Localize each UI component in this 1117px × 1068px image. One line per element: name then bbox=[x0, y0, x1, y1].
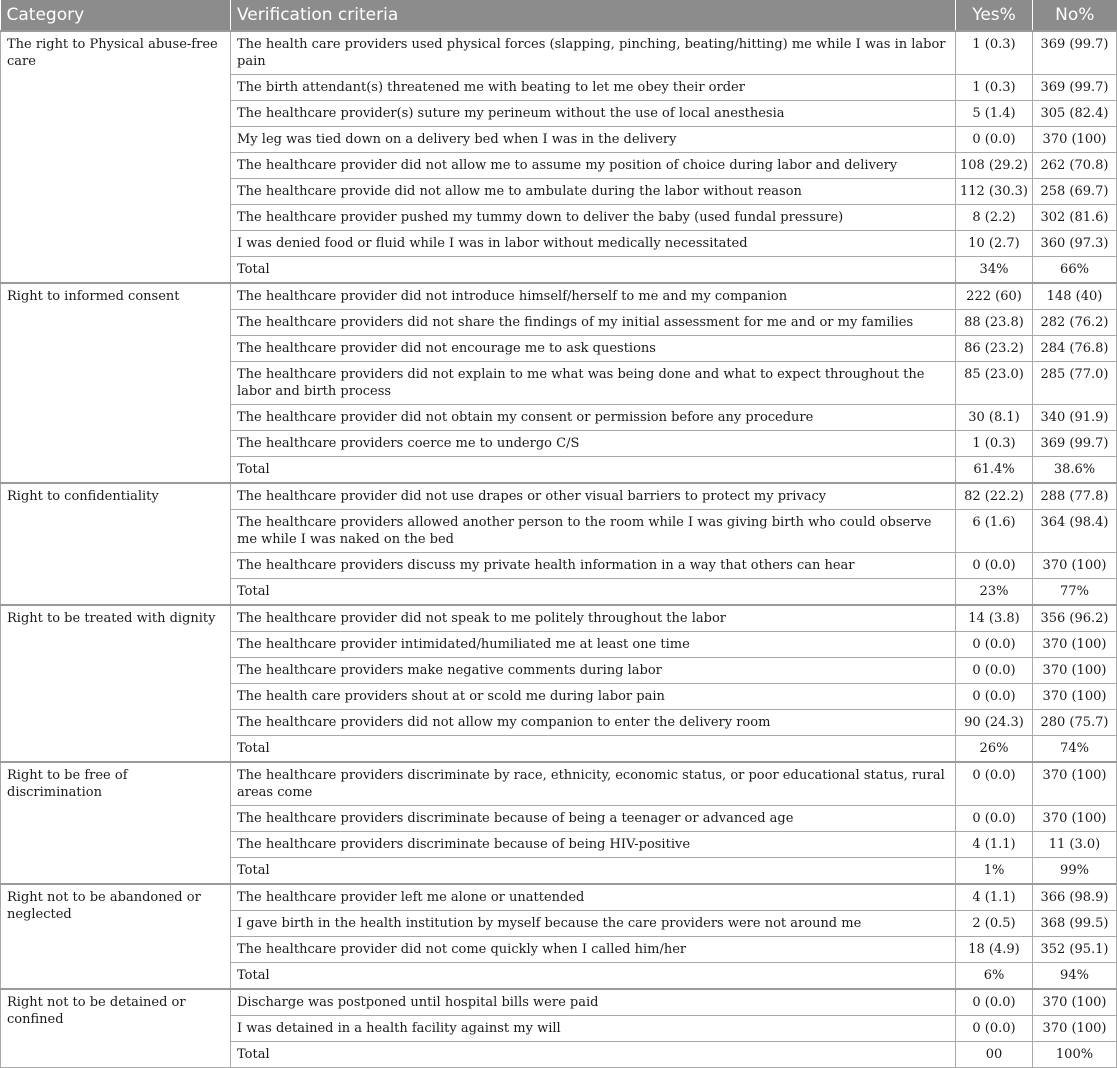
yes-cell: 8 (2.2) bbox=[956, 205, 1033, 231]
criteria-cell: The healthcare providers did not allow my companion to enter the delivery room bbox=[231, 710, 956, 736]
criteria-cell: The healthcare providers make negative comments during labor bbox=[231, 658, 956, 684]
no-cell: 370 (100) bbox=[1033, 127, 1117, 153]
yes-cell: 0 (0.0) bbox=[956, 553, 1033, 579]
table-row bbox=[1, 31, 1117, 75]
criteria-cell: The healthcare provider did not speak to me politely throughout the labor bbox=[231, 605, 956, 632]
no-cell: 77% bbox=[1033, 579, 1117, 606]
criteria-cell: Total bbox=[231, 1042, 956, 1068]
yes-cell: 1 (0.3) bbox=[956, 75, 1033, 101]
no-cell: 148 (40) bbox=[1033, 283, 1117, 310]
category-cell: Right to confidentiality bbox=[1, 483, 231, 605]
yes-cell: 00 bbox=[956, 1042, 1033, 1068]
no-cell: 364 (98.4) bbox=[1033, 510, 1117, 553]
no-cell: 38.6% bbox=[1033, 457, 1117, 484]
no-cell: 74% bbox=[1033, 736, 1117, 763]
criteria-cell: The healthcare providers allowed another person to the room while I was giving birth who could observe me while I was naked on the bed bbox=[231, 510, 956, 553]
no-cell: 370 (100) bbox=[1033, 658, 1117, 684]
no-cell: 262 (70.8) bbox=[1033, 153, 1117, 179]
yes-cell: 23% bbox=[956, 579, 1033, 606]
no-cell: 11 (3.0) bbox=[1033, 832, 1117, 858]
yes-cell: 0 (0.0) bbox=[956, 989, 1033, 1016]
yes-cell: 90 (24.3) bbox=[956, 710, 1033, 736]
table-row bbox=[1, 989, 1117, 1016]
table-row bbox=[1, 283, 1117, 310]
yes-cell: 14 (3.8) bbox=[956, 605, 1033, 632]
yes-cell: 0 (0.0) bbox=[956, 762, 1033, 806]
yes-cell: 0 (0.0) bbox=[956, 632, 1033, 658]
criteria-cell: The healthcare providers discriminate because of being HIV-positive bbox=[231, 832, 956, 858]
no-cell: 284 (76.8) bbox=[1033, 336, 1117, 362]
yes-cell: 0 (0.0) bbox=[956, 806, 1033, 832]
no-cell: 369 (99.7) bbox=[1033, 75, 1117, 101]
yes-cell: 108 (29.2) bbox=[956, 153, 1033, 179]
criteria-cell: The health care providers shout at or scold me during labor pain bbox=[231, 684, 956, 710]
category-group bbox=[1, 283, 1117, 483]
no-cell: 285 (77.0) bbox=[1033, 362, 1117, 405]
no-cell: 66% bbox=[1033, 257, 1117, 284]
no-cell: 370 (100) bbox=[1033, 762, 1117, 806]
no-cell: 340 (91.9) bbox=[1033, 405, 1117, 431]
yes-cell: 26% bbox=[956, 736, 1033, 763]
no-cell: 370 (100) bbox=[1033, 1016, 1117, 1042]
yes-cell: 0 (0.0) bbox=[956, 1016, 1033, 1042]
yes-cell: 82 (22.2) bbox=[956, 483, 1033, 510]
yes-cell: 86 (23.2) bbox=[956, 336, 1033, 362]
no-cell: 99% bbox=[1033, 858, 1117, 885]
category-cell: Right to be treated with dignity bbox=[1, 605, 231, 762]
criteria-cell: The healthcare provider(s) suture my perineum without the use of local anesthesia bbox=[231, 101, 956, 127]
no-cell: 370 (100) bbox=[1033, 632, 1117, 658]
yes-cell: 2 (0.5) bbox=[956, 911, 1033, 937]
no-cell: 94% bbox=[1033, 963, 1117, 990]
yes-cell: 5 (1.4) bbox=[956, 101, 1033, 127]
criteria-cell: The healthcare providers discriminate because of being a teenager or advanced age bbox=[231, 806, 956, 832]
criteria-cell: Total bbox=[231, 579, 956, 606]
category-group bbox=[1, 989, 1117, 1068]
criteria-cell: I was denied food or fluid while I was in labor without medically necessitated bbox=[231, 231, 956, 257]
table-row bbox=[1, 605, 1117, 632]
no-cell: 356 (96.2) bbox=[1033, 605, 1117, 632]
criteria-cell: The healthcare providers coerce me to undergo C/S bbox=[231, 431, 956, 457]
no-cell: 360 (97.3) bbox=[1033, 231, 1117, 257]
no-cell: 302 (81.6) bbox=[1033, 205, 1117, 231]
category-group bbox=[1, 605, 1117, 762]
criteria-cell: The healthcare provider did not use drapes or other visual barriers to protect my privacy bbox=[231, 483, 956, 510]
yes-cell: 1% bbox=[956, 858, 1033, 885]
criteria-cell: The birth attendant(s) threatened me with beating to let me obey their order bbox=[231, 75, 956, 101]
no-cell: 370 (100) bbox=[1033, 553, 1117, 579]
no-cell: 370 (100) bbox=[1033, 989, 1117, 1016]
category-cell: Right to informed consent bbox=[1, 283, 231, 483]
yes-cell: 0 (0.0) bbox=[956, 684, 1033, 710]
yes-cell: 6 (1.6) bbox=[956, 510, 1033, 553]
criteria-cell: Total bbox=[231, 963, 956, 990]
criteria-cell: My leg was tied down on a delivery bed when I was in the delivery bbox=[231, 127, 956, 153]
criteria-cell: I gave birth in the health institution by myself because the care providers were not around me bbox=[231, 911, 956, 937]
criteria-cell: The healthcare provider did not obtain my consent or permission before any procedure bbox=[231, 405, 956, 431]
category-cell: Right not to be abandoned or neglected bbox=[1, 884, 231, 989]
no-cell: 369 (99.7) bbox=[1033, 431, 1117, 457]
criteria-cell: The healthcare provider did not allow me to assume my position of choice during labor and delivery bbox=[231, 153, 956, 179]
yes-cell: 88 (23.8) bbox=[956, 310, 1033, 336]
table-row bbox=[1, 884, 1117, 911]
yes-cell: 112 (30.3) bbox=[956, 179, 1033, 205]
table-row bbox=[1, 762, 1117, 806]
yes-cell: 34% bbox=[956, 257, 1033, 284]
category-group bbox=[1, 31, 1117, 283]
yes-cell: 4 (1.1) bbox=[956, 884, 1033, 911]
criteria-cell: The healthcare provider did not encourage me to ask questions bbox=[231, 336, 956, 362]
yes-cell: 222 (60) bbox=[956, 283, 1033, 310]
criteria-cell: The healthcare provider did not come quickly when I called him/her bbox=[231, 937, 956, 963]
yes-cell: 85 (23.0) bbox=[956, 362, 1033, 405]
header-no: No% bbox=[1033, 0, 1117, 31]
category-cell: The right to Physical abuse-free care bbox=[1, 31, 231, 283]
criteria-cell: Discharge was postponed until hospital bills were paid bbox=[231, 989, 956, 1016]
yes-cell: 0 (0.0) bbox=[956, 658, 1033, 684]
no-cell: 282 (76.2) bbox=[1033, 310, 1117, 336]
criteria-cell: The healthcare providers discuss my private health information in a way that others can hear bbox=[231, 553, 956, 579]
header-criteria: Verification criteria bbox=[231, 0, 956, 31]
category-group bbox=[1, 483, 1117, 605]
no-cell: 370 (100) bbox=[1033, 684, 1117, 710]
criteria-cell: The healthcare provider did not introduce himself/herself to me and my companion bbox=[231, 283, 956, 310]
no-cell: 366 (98.9) bbox=[1033, 884, 1117, 911]
no-cell: 258 (69.7) bbox=[1033, 179, 1117, 205]
no-cell: 370 (100) bbox=[1033, 806, 1117, 832]
criteria-cell: The healthcare provider pushed my tummy down to deliver the baby (used fundal pressure) bbox=[231, 205, 956, 231]
criteria-cell: The health care providers used physical forces (slapping, pinching, beating/hitting) me while I was in labor pain bbox=[231, 31, 956, 75]
no-cell: 280 (75.7) bbox=[1033, 710, 1117, 736]
criteria-cell: Total bbox=[231, 257, 956, 284]
yes-cell: 4 (1.1) bbox=[956, 832, 1033, 858]
criteria-cell: Total bbox=[231, 457, 956, 484]
criteria-cell: The healthcare providers did not share the findings of my initial assessment for me and or my families bbox=[231, 310, 956, 336]
criteria-cell: The healthcare provider left me alone or unattended bbox=[231, 884, 956, 911]
no-cell: 369 (99.7) bbox=[1033, 31, 1117, 75]
yes-cell: 1 (0.3) bbox=[956, 431, 1033, 457]
yes-cell: 0 (0.0) bbox=[956, 127, 1033, 153]
no-cell: 305 (82.4) bbox=[1033, 101, 1117, 127]
criteria-cell: The healthcare providers did not explain to me what was being done and what to expect throughout the labor and birth process bbox=[231, 362, 956, 405]
no-cell: 352 (95.1) bbox=[1033, 937, 1117, 963]
criteria-cell: The healthcare provider intimidated/humiliated me at least one time bbox=[231, 632, 956, 658]
criteria-cell: The healthcare provide did not allow me to ambulate during the labor without reason bbox=[231, 179, 956, 205]
header-category: Category bbox=[1, 0, 231, 31]
yes-cell: 6% bbox=[956, 963, 1033, 990]
no-cell: 368 (99.5) bbox=[1033, 911, 1117, 937]
table-row bbox=[1, 483, 1117, 510]
header-yes: Yes% bbox=[956, 0, 1033, 31]
yes-cell: 1 (0.3) bbox=[956, 31, 1033, 75]
no-cell: 100% bbox=[1033, 1042, 1117, 1068]
criteria-cell: Total bbox=[231, 858, 956, 885]
category-group bbox=[1, 884, 1117, 989]
category-cell: Right to be free of discrimination bbox=[1, 762, 231, 884]
yes-cell: 18 (4.9) bbox=[956, 937, 1033, 963]
yes-cell: 61.4% bbox=[956, 457, 1033, 484]
yes-cell: 30 (8.1) bbox=[956, 405, 1033, 431]
header-row bbox=[1, 0, 1117, 31]
table-header bbox=[1, 0, 1117, 31]
category-cell: Right not to be detained or confined bbox=[1, 989, 231, 1068]
criteria-cell: Total bbox=[231, 736, 956, 763]
no-cell: 288 (77.8) bbox=[1033, 483, 1117, 510]
category-group bbox=[1, 762, 1117, 884]
yes-cell: 10 (2.7) bbox=[956, 231, 1033, 257]
criteria-cell: I was detained in a health facility against my will bbox=[231, 1016, 956, 1042]
criteria-cell: The healthcare providers discriminate by race, ethnicity, economic status, or poor educational status, rural areas come bbox=[231, 762, 956, 806]
